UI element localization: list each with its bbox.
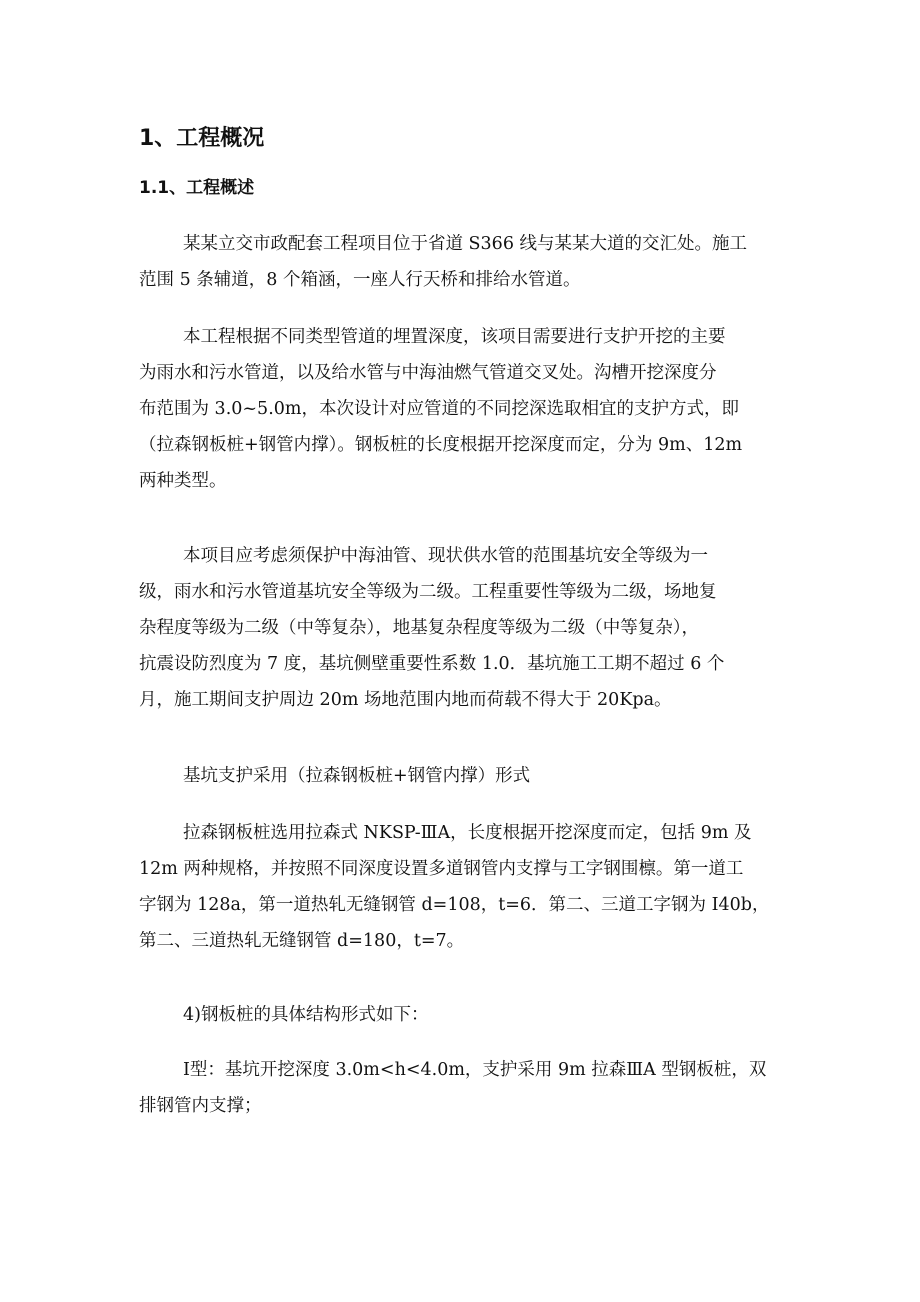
paragraph-line: 杂程度等级为二级（中等复杂），地基复杂程度等级为二级（中等复杂），: [139, 618, 699, 638]
paragraph-line: 12m 两种规格，并按照不同深度设置多道钢管内支撑与工字钢围檩。第一道工: [139, 859, 744, 879]
paragraph-line: Ⅰ型：基坑开挖深度 3.0m<h<4.0m，支护采用 9m 拉森ⅢA 型钢板桩，双: [183, 1060, 767, 1080]
paragraph-line: 本工程根据不同类型管道的埋置深度，该项目需要进行支护开挖的主要: [183, 327, 726, 347]
paragraph-line: 某某立交市政配套工程项目位于省道 S366 线与某某大道的交汇处。施工: [183, 234, 748, 254]
paragraph-line: 排钢管内支撑；: [139, 1096, 262, 1116]
paragraph-type-one: [139, 1052, 789, 1124]
paragraph-line: 范围 5 条辅道，8 个箱涵，一座人行天桥和排给水管道。: [139, 270, 581, 290]
paragraph-design: [139, 319, 789, 499]
paragraph-line: 本项目应考虑须保护中海油管、现状供水管的范围基坑安全等级为一: [183, 546, 708, 566]
paragraph-safety-grade: [139, 538, 789, 718]
paragraph-line: 4)钢板桩的具体结构形式如下：: [183, 1005, 429, 1025]
paragraph-line: 级，雨水和污水管道基坑安全等级为二级。工程重要性等级为二级，场地复: [139, 582, 717, 602]
paragraph-support-form: [139, 758, 789, 794]
paragraph-line: 抗震设防烈度为 7 度，基坑侧壁重要性系数 1.0．基坑施工工期不超过 6 个: [139, 654, 725, 674]
subsection-heading: 1.1、工程概述: [139, 178, 255, 198]
paragraph-line: 月，施工期间支护周边 20m 场地范围内地而荷载不得大于 20Kpa。: [139, 690, 672, 710]
paragraph-line: 第二、三道热轧无缝钢管 d=180，t=7。: [139, 931, 465, 951]
paragraph-sheet-pile-spec: [139, 815, 789, 959]
paragraph-line: （拉森钢板桩+钢管内撑）。钢板桩的长度根据开挖深度而定，分为 9m、12m: [139, 435, 743, 455]
paragraph-line: 拉森钢板桩选用拉森式 NKSP-ⅢA，长度根据开挖深度而定，包括 9m 及: [183, 823, 752, 843]
paragraph-line: 基坑支护采用（拉森钢板桩+钢管内撑）形式: [183, 766, 531, 786]
paragraph-line: 字钢为 128a，第一道热轧无缝钢管 d=108，t=6．第二、三道工字钢为 I40b，: [139, 895, 770, 915]
paragraph-line: 两种类型。: [139, 471, 227, 491]
paragraph-line: 布范围为 3.0~5.0m，本次设计对应管道的不同挖深选取相宜的支护方式，即: [139, 399, 739, 419]
paragraph-structure-intro: [139, 997, 789, 1033]
section-heading: 1、工程概况: [139, 126, 265, 151]
paragraph-line: 为雨水和污水管道，以及给水管与中海油燃气管道交叉处。沟槽开挖深度分: [139, 363, 717, 383]
paragraph-location: [139, 226, 789, 298]
